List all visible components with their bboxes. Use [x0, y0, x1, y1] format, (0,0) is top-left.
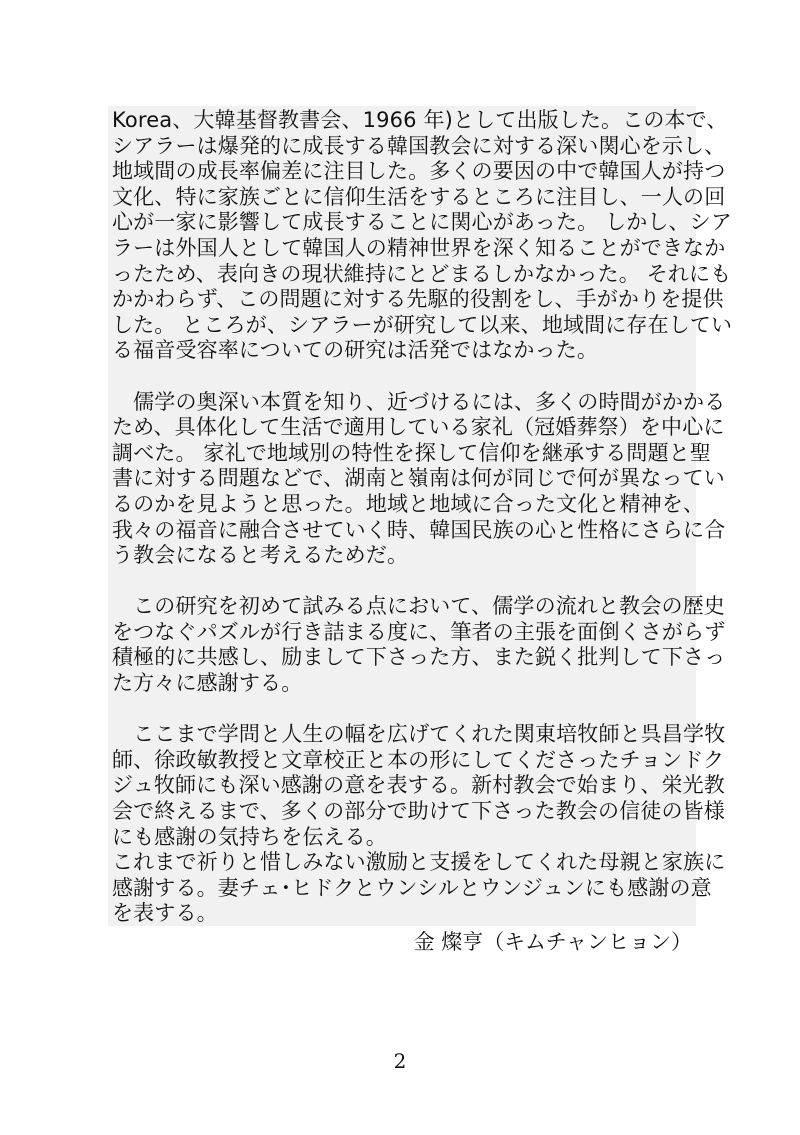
text-line: をつなぐパズルが行き詰まる度に、筆者の主張を面倒くさがらず [112, 619, 726, 644]
text-line: 地域間の成長率偏差に注目した。多くの要因の中で韓国人が持つ [112, 159, 726, 184]
text-line: 書に対する問題などで、湖南と嶺南は何が同じで何が異なってい [112, 466, 725, 491]
text-line: ジュ牧師にも深い感謝の意を表する。新村教会で始まり、栄光教 [112, 773, 725, 798]
text-line: 儒学の奥深い本質を知り、近づけるには、多くの時間がかかる [112, 389, 726, 414]
text-line: Korea、大韓基督教書会、1966 年)として出版した。この本で、 [112, 108, 728, 132]
text-line: 心が一家に影響して成長することに関心があった。 しかし、シア [112, 210, 732, 235]
text-line: ここまで学問と人生の幅を広げてくれた関東培牧師と呉昌学牧 [112, 722, 726, 747]
text-line: 積極的に共感し、励まして下さった方、また鋭く批判して下さっ [112, 645, 726, 670]
text-line: シアラーは爆発的に成長する韓国教会に対する深い関心を示し、 [112, 133, 726, 158]
text-line: この研究を初めて試みる点において、儒学の流れと教会の歴史 [112, 594, 725, 619]
paragraph-spacer [112, 569, 696, 595]
text-line: を表する。 [112, 901, 218, 926]
text-line: る福音受容率についての研究は活発ではなかった。 [112, 338, 599, 363]
paragraph-1 [112, 108, 733, 364]
page-number: 2 [393, 1049, 407, 1073]
paragraph-spacer [112, 364, 696, 390]
text-line: 師、徐政敏教授と文章校正と本の形にしてくださったチョンドク [112, 747, 725, 772]
text-line: う教会になると考えるためだ。 [112, 543, 409, 568]
author-signature: 金 燦亨（キムチャンヒョン） [413, 930, 692, 954]
text-line: これまで祈りと惜しみない激励と支援をしてくれた母親と家族に [112, 850, 726, 875]
text-line: かかわらず、この問題に対する先駆的役割をし、手がかりを提供 [112, 287, 724, 312]
text-line: ラーは外国人として韓国人の精神世界を深く知ることができなか [112, 235, 726, 260]
text-line: 我々の福音に融合させていく時、韓国民族の心と性格にさらに合 [112, 517, 726, 542]
text-line: した。 ところが、シアラーが研究して以来、地域間に存在してい [112, 312, 733, 337]
text-line: 会で終えるまで、多くの部分で助けて下さった教会の信徒の皆様 [112, 799, 725, 824]
text-line: た方々に感謝する。 [112, 671, 303, 696]
paragraph-3 [112, 594, 726, 696]
text-line: 文化、特に家族ごとに信仰生活をするところに注目し、一人の回 [112, 184, 726, 209]
text-line: 感謝する。妻チェ･ヒドクとウンシルとウンジュンにも感謝の意 [112, 875, 712, 900]
text-line: ったため、表向きの現状維持にとどまるしかなかった。 それにも [112, 261, 732, 286]
paragraph-2 [112, 389, 726, 569]
text-line: ため、具体化して生活で適用している家礼（冠婚葬祭）を中心に [112, 415, 725, 440]
text-line: にも感謝の気持ちを伝える。 [112, 824, 387, 849]
paragraph-spacer [112, 697, 696, 723]
body-text [112, 108, 733, 927]
text-line: るのかを見ようと思った。地域と地域に合った文化と精神を、 [112, 491, 705, 516]
text-line: 調べた。 家礼で地域別の特性を探して信仰を継承する問題と聖 [112, 440, 712, 465]
paragraph-4 [112, 722, 726, 927]
